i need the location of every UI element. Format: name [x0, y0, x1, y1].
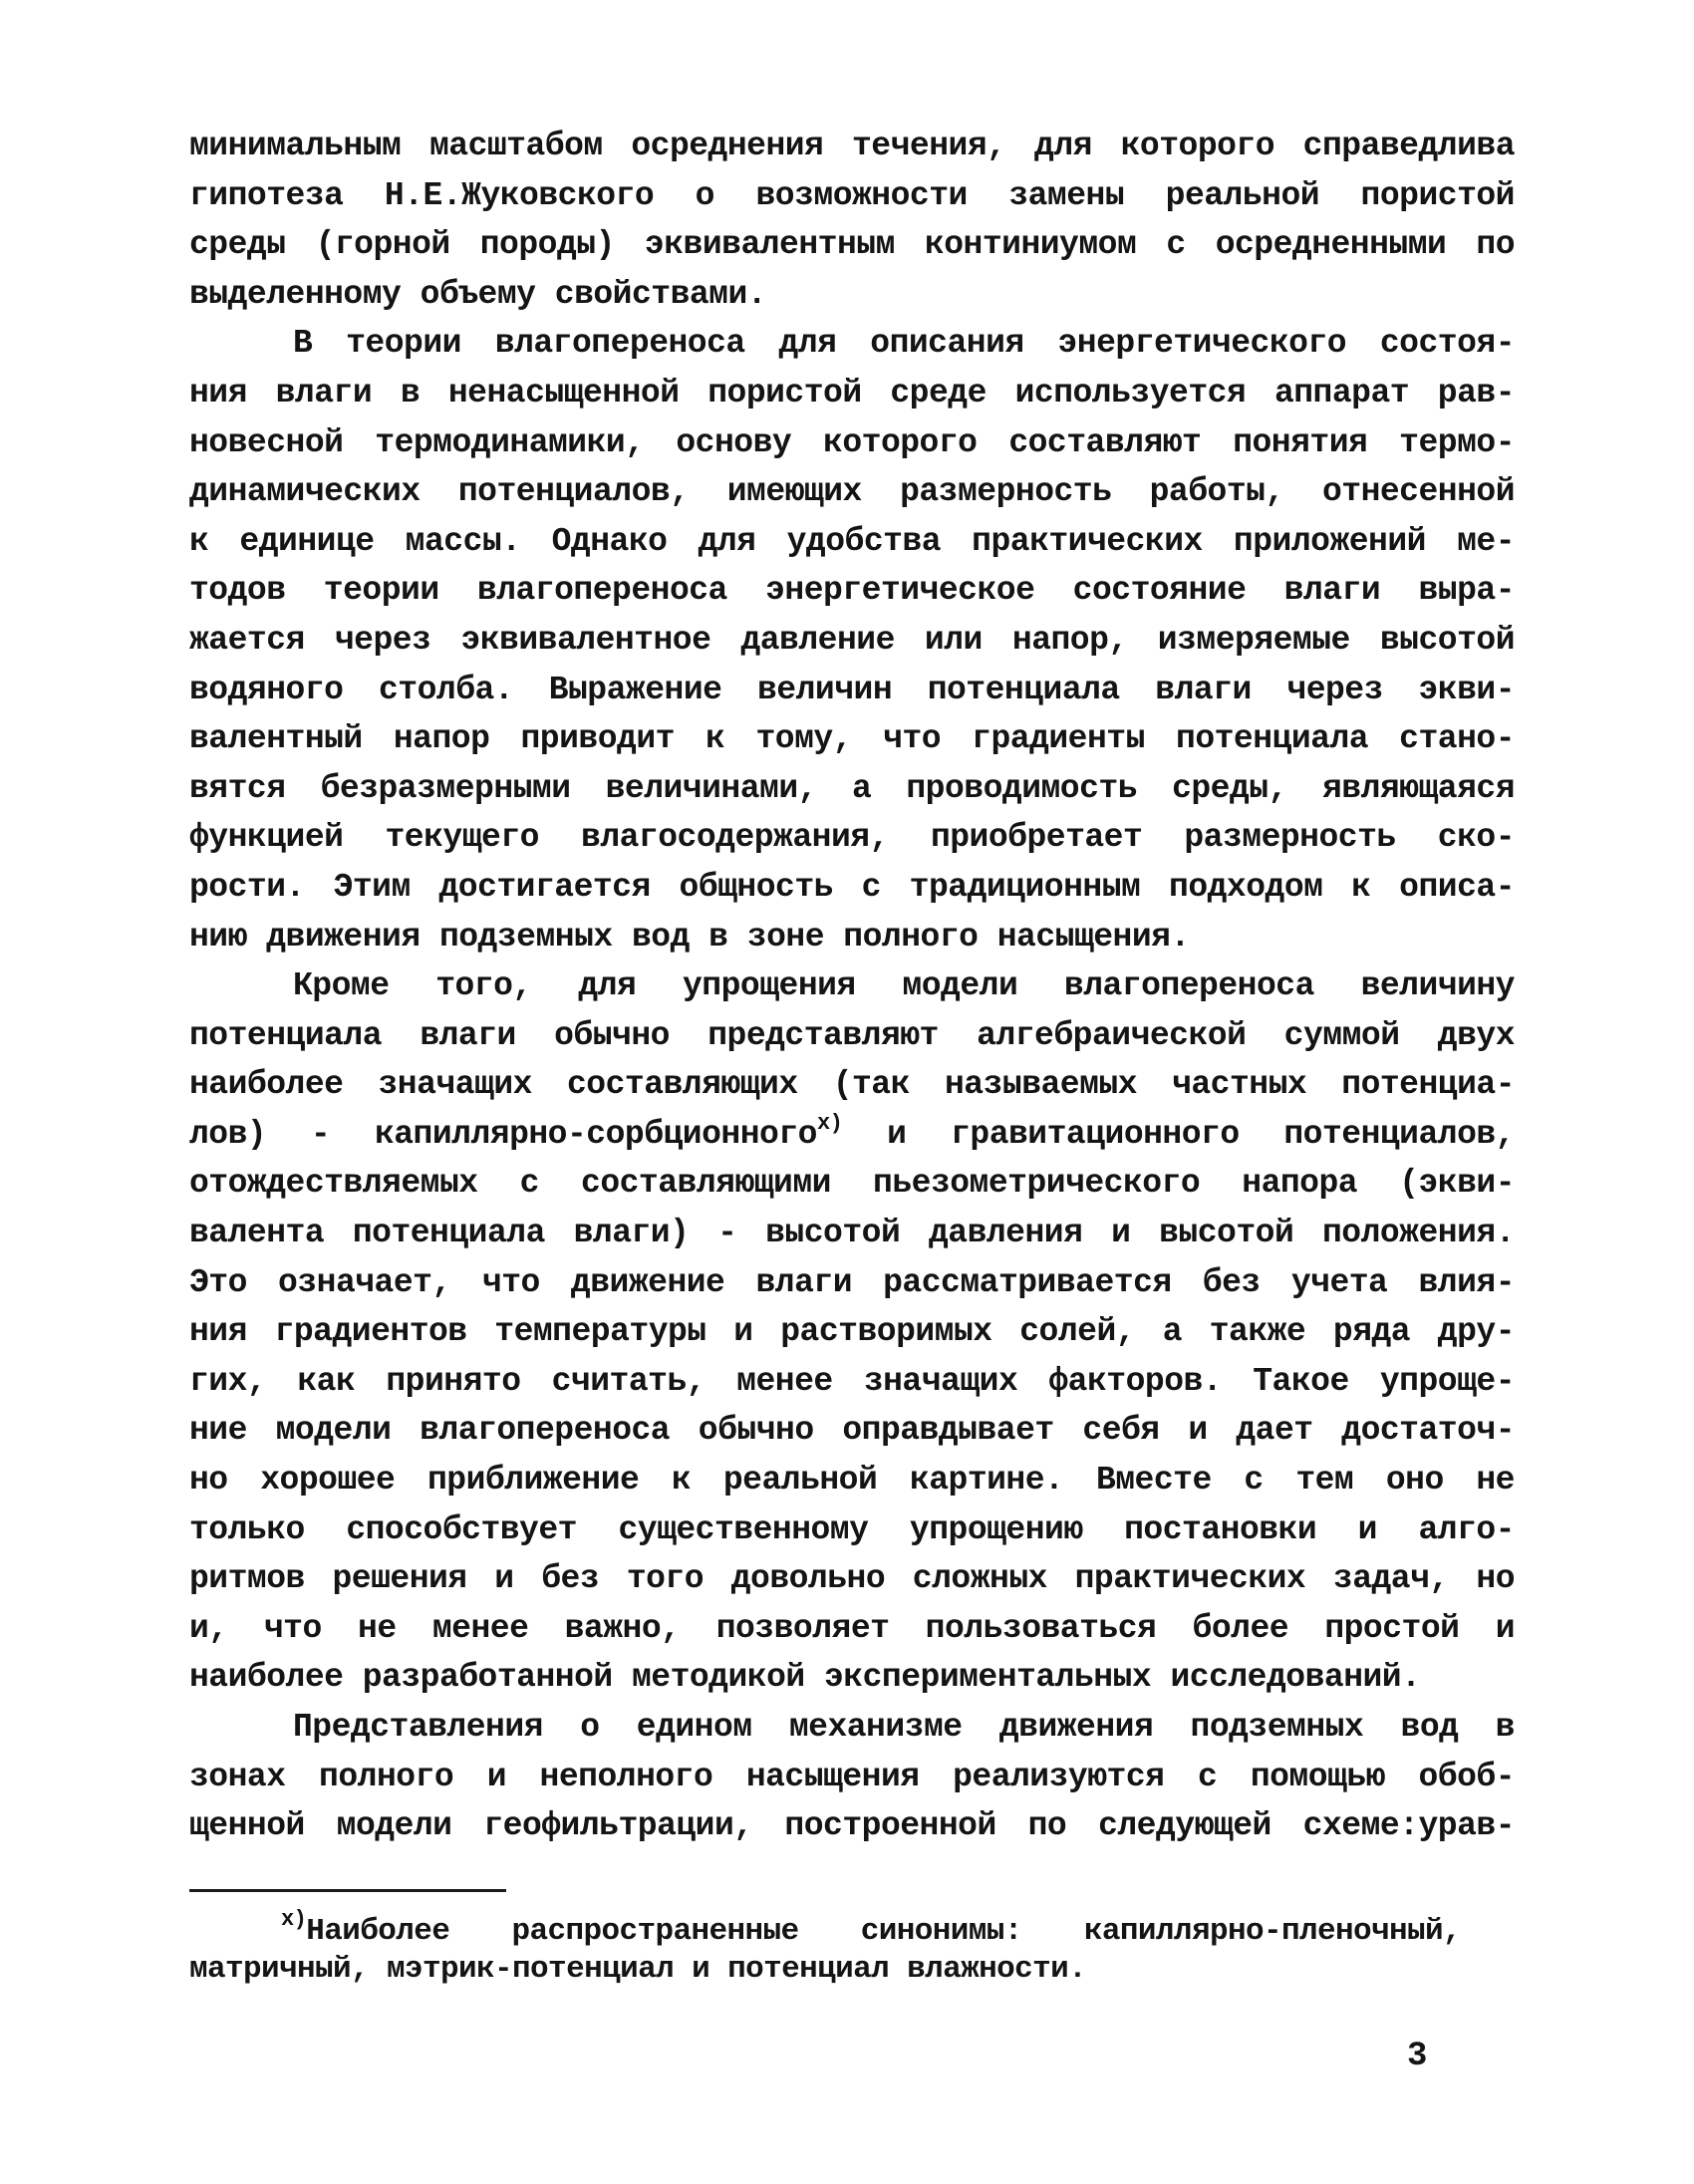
footnote-divider — [189, 1889, 506, 1892]
body-line: гих, как принято считать, менее значащих факторов. Такое упроще- — [189, 1362, 1515, 1400]
body-line: и, что не менее важно, позволяет пользоваться более простой и — [189, 1609, 1515, 1647]
body-line: динамических потенциалов, имеющих размерность работы, отнесенной — [189, 473, 1515, 511]
body-line: наиболее значащих составляющих (так называемых частных потенциа- — [189, 1066, 1515, 1104]
body-line: ния градиентов температуры и растворимых солей, а также ряда дру- — [189, 1313, 1515, 1351]
page-number: 3 — [1407, 2038, 1428, 2075]
body-line-segment: и гравитационного потенциалов, — [842, 1115, 1515, 1153]
body-line: В теории влагопереноса для описания энергетического состоя- — [293, 325, 1515, 363]
body-line: функцией текущего влагосодержания, приобретает размерность ско- — [189, 819, 1515, 857]
body-line: жается через эквивалентное давление или напор, измеряемые высотой — [189, 621, 1515, 659]
body-line: щенной модели геофильтрации, построенной по следующей схеме:урав- — [189, 1807, 1515, 1845]
body-line: тодов теории влагопереноса энергетическое состояние влаги выра- — [189, 572, 1515, 610]
body-line: Представления о едином механизме движения подземных вод в — [293, 1709, 1515, 1746]
body-line: минимальным масштабом осреднения течения, для которого справедлива — [189, 128, 1515, 164]
body-line: потенциала влаги обычно представляют алгебраической суммой двух — [189, 1016, 1515, 1054]
body-line: ние модели влагопереноса обычно оправдывает себя и дает достаточ- — [189, 1412, 1515, 1450]
body-line: новесной термодинамики, основу которого составляют понятия термо- — [189, 423, 1515, 461]
body-line: выделенному объему свойствами. — [189, 275, 767, 313]
body-line: ритмов решения и без того довольно сложных практических задач, но — [189, 1560, 1515, 1598]
body-line: гипотеза Н.Е.Жуковского о возможности замены реальной пористой — [189, 176, 1515, 214]
body-line: вятся безразмерными величинами, а проводимость среды, являющаяся — [189, 769, 1515, 807]
body-line: но хорошее приближение к реальной картине. Вместе с тем оно не — [189, 1462, 1515, 1500]
footnote-line — [189, 1907, 1461, 1951]
body-text — [189, 122, 1515, 1851]
body-line: зонах полного и неполного насыщения реализуются с помощью обоб- — [189, 1758, 1515, 1795]
footnote-marker: x) — [281, 1907, 307, 1932]
body-line: ния влаги в ненасыщенной пористой среде используется аппарат рав- — [189, 374, 1515, 411]
footnote-line: матричный, мэтрик-потенциал и потенциал влажности. — [189, 1952, 1087, 1987]
body-line: рости. Этим достигается общность с традиционным подходом к описа- — [189, 868, 1515, 906]
body-line: только способствует существенному упрощению постановки и алго- — [189, 1510, 1515, 1548]
body-line: отождествляемых с составляющими пьезометрического напора (экви- — [189, 1165, 1515, 1203]
body-line-segment: лов) - капиллярно-сорбционного — [189, 1115, 817, 1153]
footnote-text: Наиболее распространенные синонимы: капиллярно-пленочный, — [306, 1914, 1461, 1949]
body-line: среды (горной породы) эквивалентным континиумом с осредненными по — [189, 226, 1515, 264]
body-line: водяного столба. Выражение величин потенциала влаги через экви- — [189, 671, 1515, 708]
body-line: нию движения подземных вод в зоне полного насыщения. — [189, 918, 1190, 956]
body-line: Кроме того, для упрощения модели влагопереноса величину — [293, 967, 1515, 1005]
body-line-with-footnote-ref — [189, 1110, 1515, 1160]
body-line: валентный напор приводит к тому, что градиенты потенциала стано- — [189, 720, 1515, 758]
body-line: к единице массы. Однако для удобства практических приложений ме- — [189, 522, 1515, 560]
body-line: валента потенциала влаги) - высотой давления и высотой положения. — [189, 1215, 1515, 1252]
body-line: Это означает, что движение влаги рассматривается без учета влия- — [189, 1263, 1515, 1301]
body-line: наиболее разработанной методикой экспериментальных исследований. — [189, 1659, 1421, 1697]
footnote — [189, 1907, 1461, 1989]
footnote-reference: x) — [816, 1110, 843, 1136]
